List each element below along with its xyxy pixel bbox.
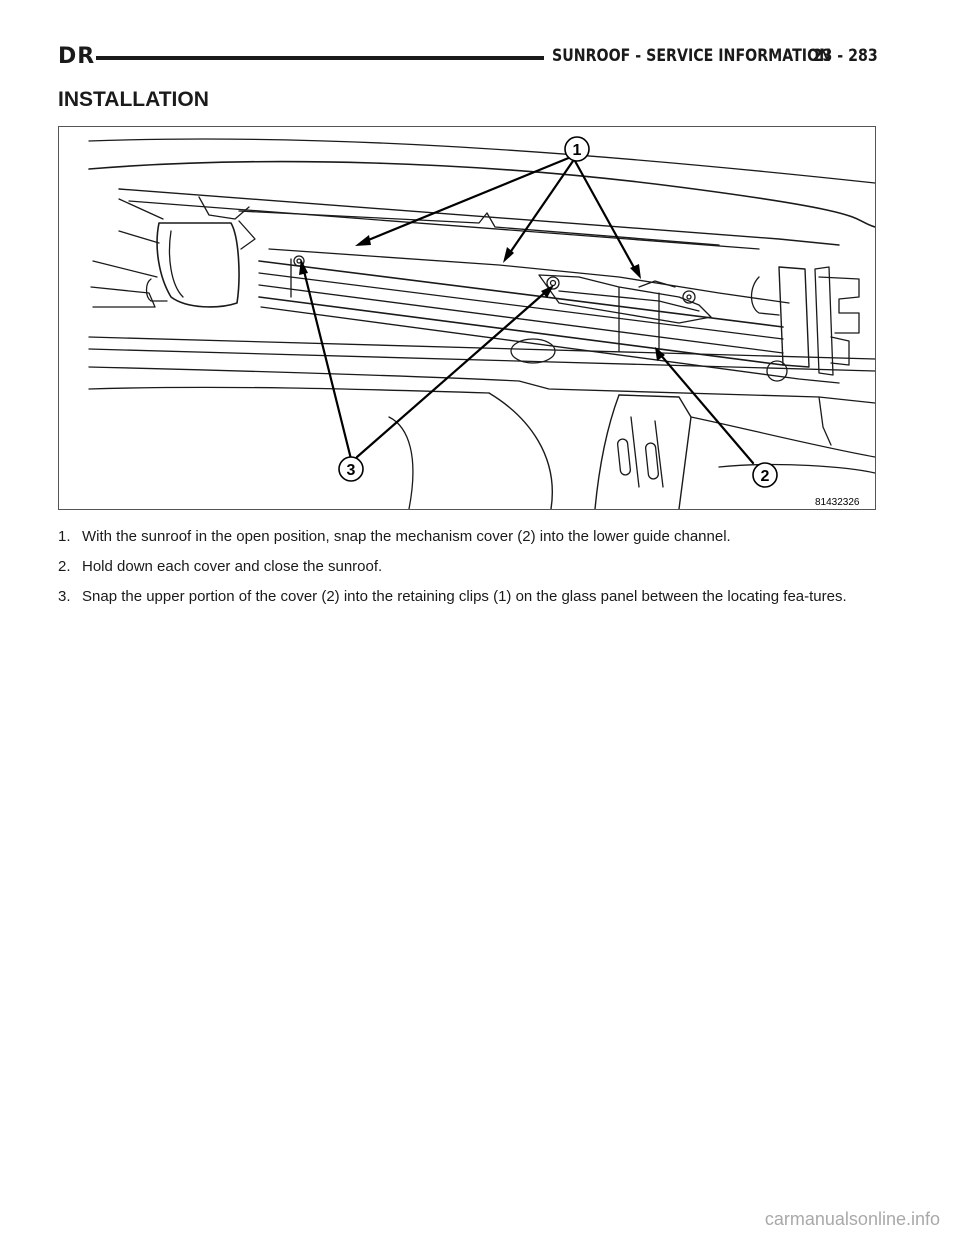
step-number: 3.: [58, 588, 71, 605]
section-name: SUNROOF - SERVICE INFORMATION: [552, 46, 832, 65]
page-header: [58, 44, 878, 74]
step-2: [58, 557, 876, 577]
step-text: Snap the upper portion of the cover (2) into the retaining clips (1) on the glass panel between the locating fea-tures.: [82, 588, 847, 605]
section-title: INSTALLATION: [58, 88, 209, 111]
callout-1: 1: [572, 142, 582, 159]
step-1: [58, 527, 876, 547]
watermark: carmanualsonline.info: [764, 1209, 940, 1229]
step-text: With the sunroof in the open position, snap the mechanism cover (2) into the lower guide channel.: [82, 528, 731, 545]
header-rule: [96, 56, 544, 60]
step-text: Hold down each cover and close the sunroof.: [82, 558, 383, 575]
vehicle-code: DR: [58, 44, 96, 69]
figure-id: 81432326: [815, 497, 860, 508]
step-number: 2.: [58, 558, 71, 575]
page-number: 23 - 283: [812, 46, 878, 65]
step-number: 1.: [58, 528, 71, 545]
sunroof-illustration: [58, 126, 876, 510]
step-3: [58, 587, 876, 607]
callout-2: 2: [760, 468, 770, 485]
installation-steps: [58, 527, 876, 617]
callout-3: 3: [346, 462, 356, 479]
